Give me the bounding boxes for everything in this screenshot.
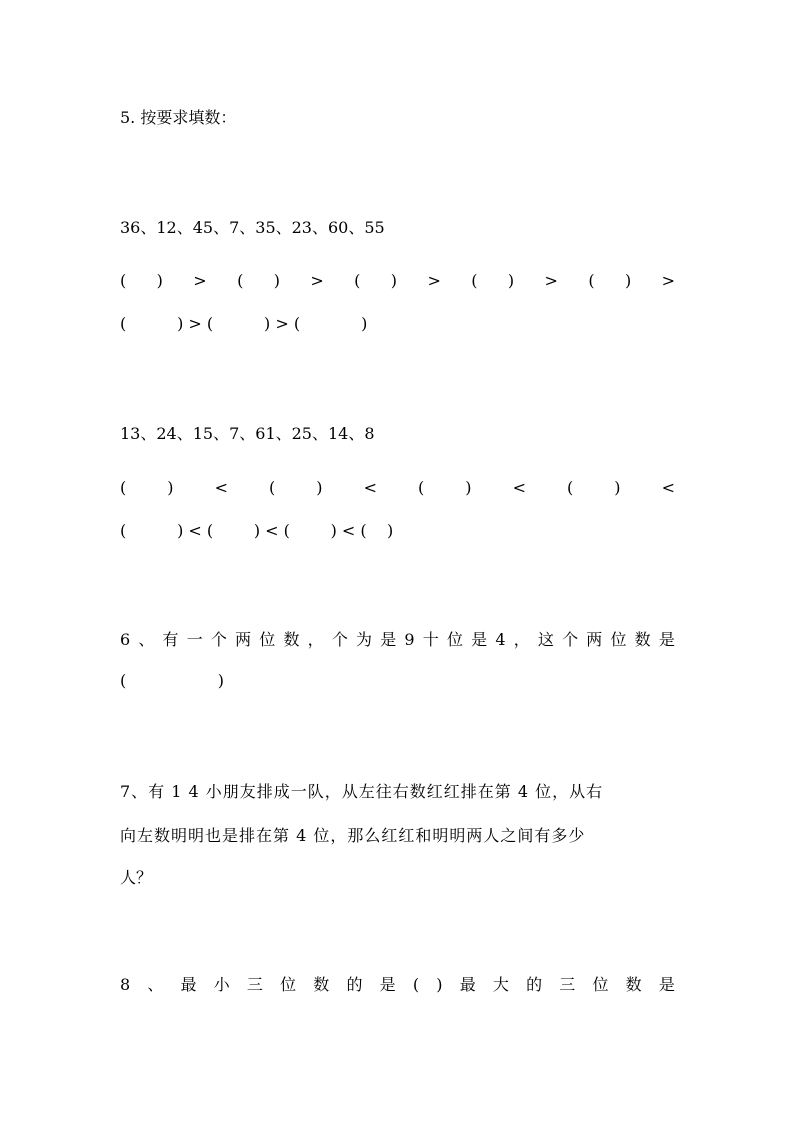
q6-char: 有: [162, 630, 179, 649]
q8-char: 8: [120, 975, 131, 994]
q8-char: 数: [313, 975, 330, 994]
q8-char: 最: [459, 975, 476, 994]
q6-char: 6: [120, 630, 131, 649]
q8-char: 是: [658, 975, 675, 994]
order-token: ): [465, 478, 472, 497]
q7-line1: 7、有 1 4 小朋友排成一队，从左往右数红红排在第 4 位，从右: [120, 782, 604, 801]
order-token: (: [588, 271, 595, 290]
order-token: ): [614, 478, 621, 497]
order-token: (: [120, 478, 127, 497]
q6-char: 数: [634, 630, 651, 649]
q6-char: 9: [404, 630, 415, 649]
order-token: (: [418, 478, 425, 497]
order-token: (: [354, 271, 361, 290]
q6-char: 两: [586, 630, 603, 649]
order-token: <: [363, 478, 377, 497]
q6-char: 位: [446, 630, 463, 649]
q5-order-row2-set2: ( ) < ( ) < ( ) < ( ): [120, 521, 394, 540]
q6-char: 为: [356, 630, 373, 649]
q6-answer-blank: ( ): [120, 671, 225, 690]
q8-char: 位: [592, 975, 609, 994]
q6-char: 是: [380, 630, 397, 649]
order-token: ): [316, 478, 323, 497]
q6-char: 两: [235, 630, 252, 649]
q8-char: 大: [492, 975, 509, 994]
order-token: ): [624, 271, 632, 290]
order-token: (: [120, 271, 127, 290]
q8-char: 位: [280, 975, 297, 994]
order-token: ): [507, 271, 515, 290]
order-token: (: [237, 271, 244, 290]
q5-order-row1-set2: [120, 476, 675, 500]
q6-char: ，: [513, 630, 530, 649]
order-token: (: [471, 271, 478, 290]
q6-char: 、: [138, 630, 155, 649]
order-token: (: [567, 478, 574, 497]
q8-char: 的: [346, 975, 363, 994]
order-token: (: [269, 478, 276, 497]
q8-char: 是: [379, 975, 396, 994]
order-token: ): [273, 271, 280, 290]
order-token: <: [661, 478, 675, 497]
q6-char: 4: [495, 630, 506, 649]
order-token: >: [193, 271, 207, 290]
q5-numbers-set1: 36、12、45、7、35、23、60、55: [120, 218, 385, 237]
order-token: >: [544, 271, 558, 290]
order-token: >: [310, 271, 324, 290]
q6-char: 一: [186, 630, 203, 649]
q6-char: ，: [307, 630, 324, 649]
q6-char: 十: [422, 630, 439, 649]
q6-char: 这: [537, 630, 554, 649]
q8-char: 三: [246, 975, 263, 994]
q8-char: ): [436, 975, 443, 994]
q8-line1: [120, 973, 675, 997]
q5-order-row2-set1: ( ) > ( ) > ( ): [120, 314, 368, 333]
q8-char: 三: [559, 975, 576, 994]
order-token: >: [661, 271, 675, 290]
order-token: >: [427, 271, 441, 290]
q8-char: (: [412, 975, 420, 994]
order-token: <: [214, 478, 228, 497]
q8-char: 的: [526, 975, 543, 994]
q7-line2: 向左数明明也是排在第 4 位，那么红红和明明两人之间有多少: [120, 826, 586, 845]
order-token: ): [156, 271, 163, 290]
q6-char: 是: [658, 630, 675, 649]
q8-char: 数: [625, 975, 642, 994]
order-token: ): [167, 478, 174, 497]
order-token: <: [512, 478, 526, 497]
q6-char: 个: [562, 630, 579, 649]
q8-char: 小: [213, 975, 230, 994]
q5-order-row1-set1: [120, 269, 675, 293]
q6-char: 是: [471, 630, 488, 649]
q5-title: 5. 按要求填数：: [120, 108, 237, 127]
q6-char: 位: [259, 630, 276, 649]
order-token: ): [390, 271, 398, 290]
q7-line3: 人？: [120, 868, 153, 887]
q6-char: 位: [610, 630, 627, 649]
q8-char: 最: [180, 975, 197, 994]
q6-char: 个: [331, 630, 348, 649]
q6-line1: [120, 628, 675, 652]
q6-char: 数: [283, 630, 300, 649]
q5-numbers-set2: 13、24、15、7、61、25、14、8: [120, 424, 375, 443]
q8-char: 、: [147, 975, 164, 994]
q6-char: 个: [210, 630, 227, 649]
